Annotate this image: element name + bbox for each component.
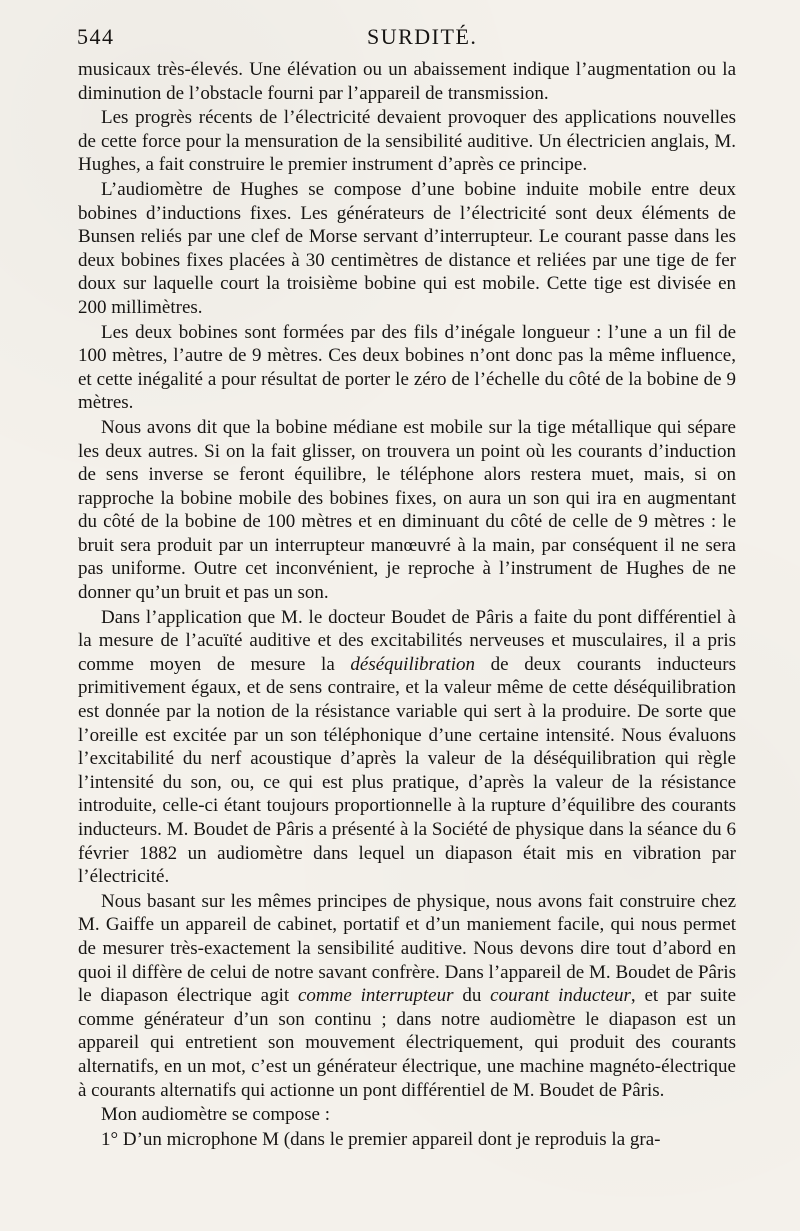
italic-text: déséquilibration (350, 653, 475, 675)
paragraph-text: Nous basant sur les mêmes principes de physique, nous avons fait construire chez M. Gaiffe un appareil de cabinet, portatif et d’un maniement facile, qui nous permet de mesurer très-exactement la sensibilité auditive. Nous devons dire tout d’abord en quoi il diffère de celui de notre savant confrère. Dans l’appareil de M. Boudet de Pâris le diapason électrique agit (78, 890, 736, 1007)
paragraph (78, 606, 736, 889)
paragraph (78, 106, 736, 177)
italic-text: comme interrupteur (297, 985, 454, 1007)
paragraph-text: Les progrès récents de l’électricité devaient provoquer des applications nouvelles de cette force pour la mensuration de la sensibilité auditive. Un électricien anglais, M. Hughes, a fait construire le premier instrument d’après ce principe. (78, 107, 736, 176)
paragraph (78, 321, 736, 415)
paragraph-text: L’audiomètre de Hughes se compose d’une bobine induite mobile entre deux bobines d’inductions fixes. Les générateurs de l’électricité sont deux éléments de Bunsen reliés par une clef de Morse servant d’interrupteur. Le courant passe dans les deux bobines fixes placées à 30 centimètres de distance et reliées par une tige de fer doux sur laquelle court la troisième bobine qui est mobile. Cette tige est divisée en 200 millimètres. (78, 178, 736, 318)
italic-text: courant inducteur (490, 985, 631, 1007)
paragraph-text: , et par suite comme générateur d’un son continu ; dans notre audiomètre le diapason est un appareil qui entretient son mouvement électriquement, qui produit des courants alternatifs, en un mot, c’est un générateur électrique, une machine magnéto-électrique à courants alternatifs qui actionne un pont différentiel de M. Boudet de Pâris. (78, 985, 736, 1101)
paragraph-text: Dans l’application que M. le docteur Boudet de Pâris a faite du pont différentiel à la mesure de l’acuïté auditive et des excitabilités nerveuses et musculaires, il a pris comme moyen de mesure la (78, 606, 736, 675)
paragraph-text: Mon audiomètre se compose : (101, 1104, 331, 1126)
paragraph-text: Nous avons dit que la bobine médiane est mobile sur la tige métallique qui sépare les deux autres. Si on la fait glisser, on trouvera un point où les courants d’induction de sens inverse se feront équilibre, le téléphone alors restera muet, mais, si on rapproche la bobine mobile des bobines fixes, on aura un son qui ira en augmentant du côté de la bobine de 100 mètres et en diminuant du côté de celle de 9 mètres : le bruit sera produit par un interrupteur manœuvré à la main, par conséquent il ne sera pas uniforme. Outre cet inconvénient, je reproche à l’instrument de Hughes de ne donner qu’un bruit et pas un son. (78, 416, 736, 604)
page-header (77, 24, 760, 52)
page-number: 544 (77, 24, 115, 49)
paragraph (78, 416, 736, 605)
paragraph (78, 1128, 736, 1152)
body-text (78, 58, 736, 1151)
paragraph (78, 890, 736, 1102)
paragraph (78, 178, 736, 320)
paragraph-text: de deux courants inducteurs primitivement égaux, et de sens contraire, et la valeur même de cette déséquilibration est donnée par la notion de la résistance variable qui sert à la produire. De sorte que l’oreille est excitée par un son téléphonique d’une certaine intensité. Nous évaluons l’excitabilité du nerf acoustique d’après la valeur de la déséquilibration qui règle l’intensité du son, ou, ce qui est plus pratique, d’après la valeur de la résistance introduite, celle-ci étant toujours proportionnelle à la rupture d’équilibre des courants inducteurs. M. Boudet de Pâris a présenté à la Société de physique dans la séance du 6 février 1882 un audiomètre dans lequel un diapason était mis en vibration par l’électricité. (78, 653, 736, 888)
paragraph-text: 1° D’un microphone M (dans le premier appareil dont je reproduis la gra- (101, 1128, 661, 1150)
paragraph (78, 1103, 736, 1127)
paragraph-text: du (453, 985, 491, 1007)
paragraph-text: Les deux bobines sont formées par des fils d’inégale longueur : l’une a un fil de 100 mètres, l’autre de 9 mètres. Ces deux bobines n’ont donc pas la même influence, et cette inégalité a pour résultat de porter le zéro de l’échelle du côté de la bobine de 9 mètres. (78, 321, 736, 414)
running-title: SURDITÉ. (367, 24, 478, 49)
paragraph-text: musicaux très-élevés. Une élévation ou un abaissement indique l’augmentation ou la diminution de l’obstacle fourni par l’appareil de transmission. (78, 59, 736, 104)
paragraph (78, 58, 736, 105)
